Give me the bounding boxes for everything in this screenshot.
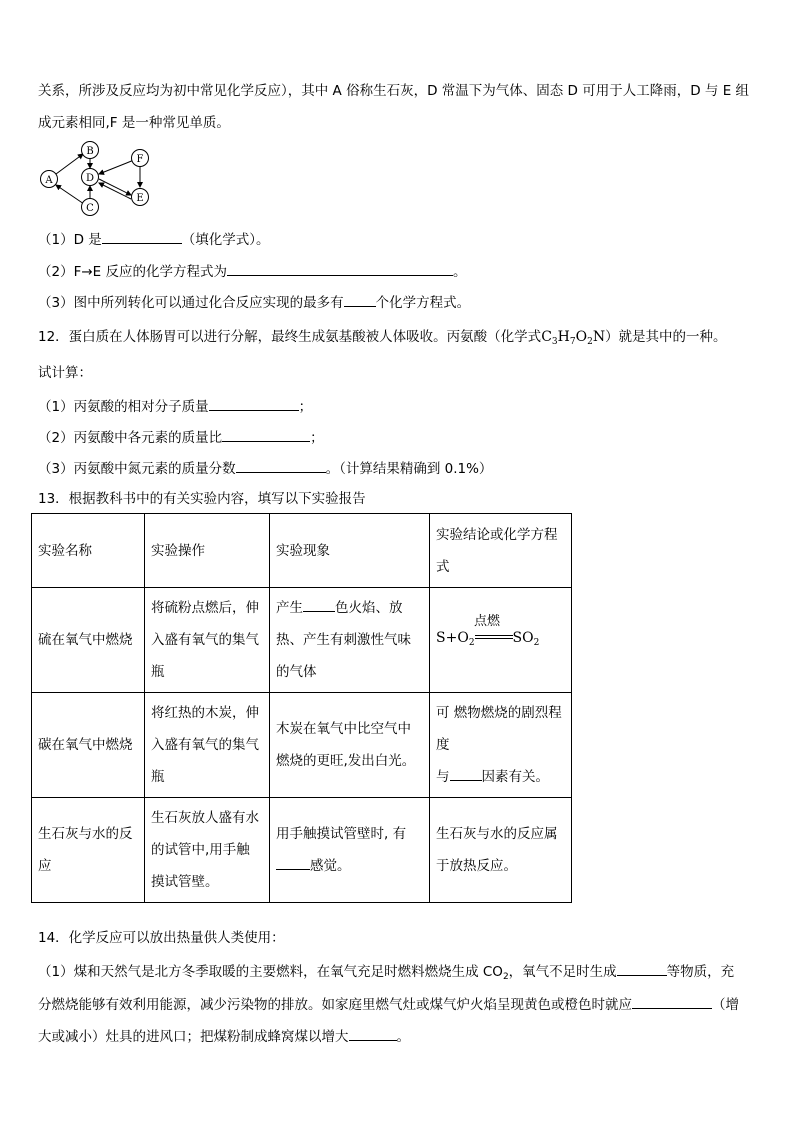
row-sulfur-equation bbox=[430, 588, 572, 693]
q13-stem: 13．根据教科书中的有关实验内容，填写以下实验报告 bbox=[38, 491, 366, 507]
node-a bbox=[41, 171, 58, 188]
answer-blank[interactable] bbox=[236, 458, 326, 473]
q14-line-2: 分燃烧能够有效利用能源，减少污染物的排放。如家庭里燃气灶或煤气炉火焰呈现黄色或橙色时就应 （增 bbox=[38, 994, 739, 1014]
row-sulfur-name: 硫在氧气中燃烧 bbox=[32, 588, 145, 693]
q14-line-3: 大或减小）灶具的进风口；把煤粉制成蜂窝煤以增大 。 bbox=[38, 1026, 410, 1046]
header-operation: 实验操作 bbox=[145, 514, 270, 588]
header-phenomenon: 实验现象 bbox=[270, 514, 430, 588]
row-lime-concl: 生石灰与水的反应属于放热反应。 bbox=[430, 798, 572, 903]
edge-e-d bbox=[99, 183, 131, 199]
edge-c-a bbox=[56, 185, 84, 204]
table-row bbox=[32, 798, 572, 903]
table-header-row bbox=[32, 514, 572, 588]
edge-f-d bbox=[99, 160, 134, 174]
node-d bbox=[82, 169, 99, 186]
answer-blank[interactable] bbox=[227, 261, 453, 276]
row-sulfur-op: 将硫粉点燃后，伸入盛有氧气的集气瓶 bbox=[145, 588, 270, 693]
answer-blank[interactable] bbox=[632, 994, 712, 1009]
edge-a-b bbox=[56, 154, 83, 174]
table-row bbox=[32, 588, 572, 693]
answer-blank[interactable] bbox=[102, 229, 182, 244]
node-e bbox=[132, 189, 149, 206]
header-name: 实验名称 bbox=[32, 514, 145, 588]
edge-d-e bbox=[99, 179, 131, 195]
answer-blank[interactable] bbox=[344, 292, 376, 307]
header-conclusion: 实验结论或化学方程式 bbox=[430, 514, 572, 588]
q11-part2: （2）F→E 反应的化学方程式为 。 bbox=[38, 261, 467, 281]
answer-blank[interactable] bbox=[450, 766, 482, 781]
row-carbon-phen: 木炭在氧气中比空气中燃烧的更旺,发出白光。 bbox=[270, 693, 430, 798]
svg-text:F: F bbox=[136, 154, 144, 165]
answer-blank[interactable] bbox=[303, 597, 335, 612]
svg-text:D: D bbox=[85, 173, 95, 184]
q11-part1: （1）D 是 （填化学式）。 bbox=[38, 229, 270, 249]
q14-line-1: （1）煤和天然气是北方冬季取暖的主要燃料，在氧气充足时燃料燃烧生成 $CO_2$，氧气不足时生成 等物质，充 bbox=[38, 961, 734, 986]
alanine-formula: $C_3H_7O_2N$ bbox=[541, 329, 606, 347]
q14-stem: 14．化学反应可以放出热量供人类使用： bbox=[38, 930, 285, 946]
q12-part1: （1）丙氨酸的相对分子质量 ； bbox=[38, 396, 312, 416]
row-sulfur-phen: 产生 色火焰、放热、产生有刺激性气味的气体 bbox=[270, 588, 430, 693]
row-carbon-concl: 可 燃物燃烧的剧烈程度 与 因素有关。 bbox=[430, 693, 572, 798]
row-carbon-op: 将红热的木炭，伸入盛有氧气的集气瓶 bbox=[145, 693, 270, 798]
intro-line-2: 成元素相同,F 是一种常见单质。 bbox=[38, 115, 230, 131]
q11-part3: （3）图中所列转化可以通过化合反应实现的最多有 个化学方程式。 bbox=[38, 292, 470, 312]
q12-part2: （2）丙氨酸中各元素的质量比 ； bbox=[38, 427, 324, 447]
row-carbon-name: 碳在氧气中燃烧 bbox=[32, 693, 145, 798]
intro-line-1: 关系，所涉及反应均为初中常见化学反应），其中 A 俗称生石灰，D 常温下为气体、固态 D 可用于人工降雨，D 与 E 组 bbox=[38, 83, 750, 99]
row-lime-op: 生石灰放人盛有水的试管中,用手触摸试管壁。 bbox=[145, 798, 270, 903]
answer-blank[interactable] bbox=[349, 1026, 397, 1041]
q12-calc-label: 试计算： bbox=[38, 365, 92, 381]
svg-text:E: E bbox=[136, 193, 144, 204]
answer-blank[interactable] bbox=[222, 427, 310, 442]
q12-stem: 12．蛋白质在人体肠胃可以进行分解，最终生成氨基酸被人体吸收。丙氨酸（化学式$C_3H_7O_2N$）就是其中的一种。 bbox=[38, 329, 727, 347]
q12-part3: （3）丙氨酸中氮元素的质量分数 。（计算结果精确到 0.1%） bbox=[38, 458, 492, 478]
node-b bbox=[82, 142, 99, 159]
row-lime-name: 生石灰与水的反应 bbox=[32, 798, 145, 903]
answer-blank[interactable] bbox=[617, 961, 667, 976]
experiment-report-table bbox=[31, 513, 572, 903]
row-lime-phen: 用手触摸试管壁时, 有 感觉。 bbox=[270, 798, 430, 903]
sulfur-equation: $S+O_2$ 点燃 $SO_2$ bbox=[436, 613, 540, 648]
table-row bbox=[32, 693, 572, 798]
svg-text:A: A bbox=[45, 175, 53, 186]
relationship-diagram bbox=[34, 139, 156, 219]
node-c bbox=[82, 199, 99, 216]
answer-blank[interactable] bbox=[276, 855, 310, 870]
node-f bbox=[132, 150, 149, 167]
svg-text:B: B bbox=[86, 146, 94, 157]
svg-text:C: C bbox=[86, 203, 94, 214]
answer-blank[interactable] bbox=[209, 396, 299, 411]
